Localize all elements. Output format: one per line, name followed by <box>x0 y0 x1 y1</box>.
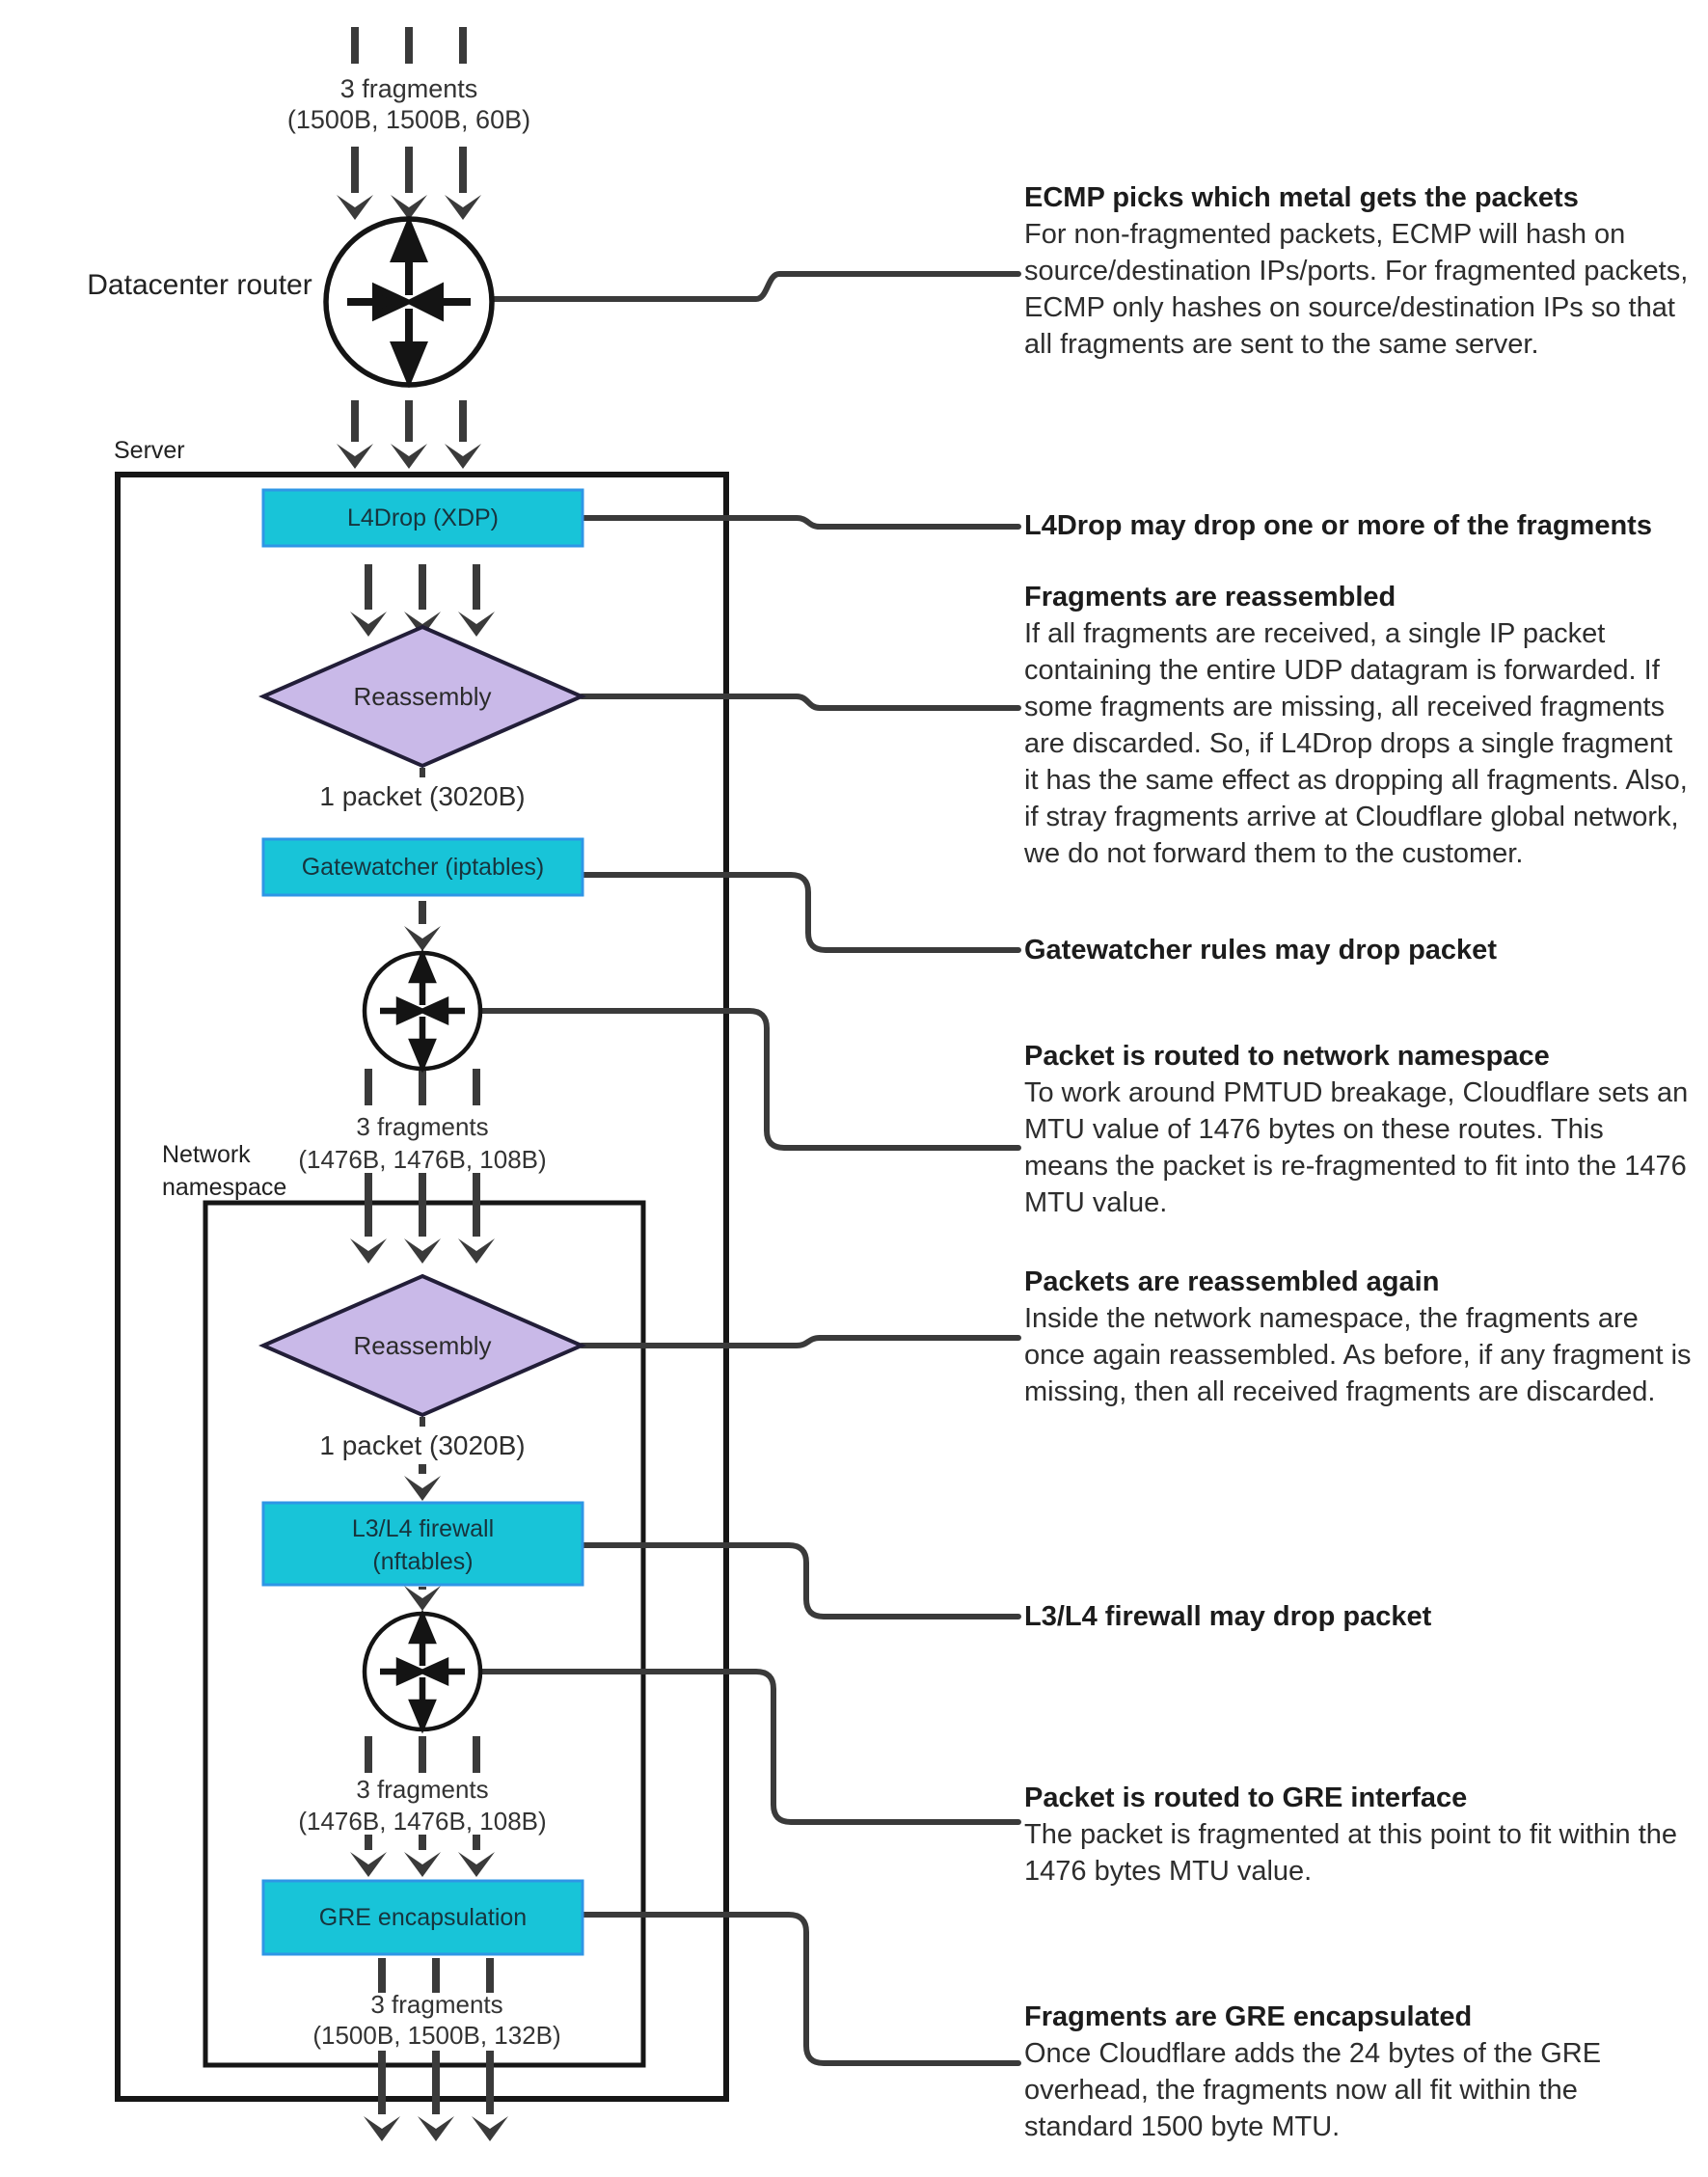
fragments-sizes-mid: (1476B, 1476B, 108B) <box>298 1145 547 1174</box>
annotation-heading: L3/L4 firewall may drop packet <box>1024 1601 1432 1632</box>
arrowhead <box>391 444 427 469</box>
reassembly-2-label: Reassembly <box>353 1331 492 1360</box>
fragments-sizes-top: (1500B, 1500B, 60B) <box>286 105 531 134</box>
firewall-label-line1: L3/L4 firewall <box>351 1515 495 1542</box>
annotation-heading: L4Drop may drop one or more of the fragments <box>1024 510 1652 541</box>
reassembly-1-label: Reassembly <box>353 682 492 711</box>
connector-route-namespace <box>480 1011 1018 1148</box>
annotation-reassembled-again <box>1024 1264 1694 1410</box>
dashes-after-router-3 <box>368 1736 476 1773</box>
annotation-body: If all fragments are received, a single IP packet containing the entire UDP datagram is forwarded. If some fragments are missing, all received fragments are discarded. So, if L4Drop drops a single fragment it has the same effect as dropping all fragments. Also, if stray fragments arrive at Cloudflare global network, we do not forward them to the customer. <box>1024 618 1688 869</box>
namespace-route-router-icon <box>365 953 480 1069</box>
annotation-body: The packet is fragmented at this point to fit within the 1476 bytes MTU value. <box>1024 1819 1678 1887</box>
l4drop-label: L4Drop (XDP) <box>347 504 499 531</box>
firewall-label <box>263 1512 583 1578</box>
arrowhead <box>404 1476 441 1501</box>
annotation-reassembled <box>1024 579 1694 872</box>
gre-route-router-icon <box>365 1614 480 1729</box>
annotation-routed-gre <box>1024 1780 1694 1890</box>
stems-into-router-1 <box>355 147 463 193</box>
annotation-body: To work around PMTUD breakage, Cloudflare sets an MTU value of 1476 bytes on these routes. This means the packet is re-fragmented to fit into the 1476 MTU value. <box>1024 1077 1689 1218</box>
gatewatcher-label: Gatewatcher (iptables) <box>301 854 545 881</box>
annotation-body: Once Cloudflare adds the 24 bytes of the GRE overhead, the fragments now all fit within the standard 1500 byte MTU. <box>1024 2038 1602 2142</box>
annotation-routed-namespace <box>1024 1038 1694 1221</box>
connector-route-gre <box>480 1672 1018 1822</box>
arrowhead <box>404 1238 441 1264</box>
server-label: Server <box>114 437 185 464</box>
arrowhead <box>445 444 481 469</box>
fragments-label-top: 3 fragments <box>339 74 478 103</box>
stems-into-reassembly-1 <box>368 564 476 610</box>
connector-l4drop <box>583 518 1018 527</box>
arrowhead <box>445 195 481 220</box>
fragments-label-mid-2: 3 fragments <box>356 1775 489 1804</box>
fragments-label-mid: 3 fragments <box>356 1112 489 1141</box>
arrowhead <box>404 1852 441 1877</box>
arrowhead <box>350 1238 387 1264</box>
connector-firewall <box>583 1545 1018 1617</box>
connector-reassembly-1 <box>582 696 1018 708</box>
connector-reassembly-2 <box>582 1338 1018 1346</box>
annotation-ecmp <box>1024 179 1694 363</box>
arrowhead <box>458 1238 495 1264</box>
dashes-after-gre <box>382 1958 490 1993</box>
annotation-body: Inside the network namespace, the fragments are once again reassembled. As before, if any fragment is missing, then all received fragments are discarded. <box>1024 1303 1692 1407</box>
packet-label-1: 1 packet (3020B) <box>319 781 526 811</box>
dashes-after-router-2 <box>368 1069 476 1105</box>
connector-ecmp <box>492 274 1018 299</box>
arrowhead <box>418 2116 454 2141</box>
stems-into-server <box>355 400 463 442</box>
annotation-heading: Fragments are reassembled <box>1024 582 1396 612</box>
annotation-heading: Gatewatcher rules may drop packet <box>1024 935 1497 966</box>
annotation-heading: Packets are reassembled again <box>1024 1266 1440 1297</box>
annotation-body: For non-fragmented packets, ECMP will hash on source/destination IPs/ports. For fragmented packets, ECMP only hashes on source/destination IPs so that all fragments are sent to the same server. <box>1024 219 1689 360</box>
connector-gre <box>583 1915 1018 2063</box>
annotation-gre-encapsulated <box>1024 1999 1694 2145</box>
annotation-firewall <box>1024 1598 1694 1635</box>
annotation-heading: ECMP picks which metal gets the packets <box>1024 182 1579 213</box>
annotation-heading: Packet is routed to GRE interface <box>1024 1782 1468 1813</box>
connector-gatewatcher <box>583 875 1018 950</box>
stems-out-bottom <box>382 2051 490 2114</box>
arrowhead <box>337 444 373 469</box>
gre-label: GRE encapsulation <box>318 1904 528 1931</box>
fragments-sizes-bottom: (1500B, 1500B, 132B) <box>312 2021 561 2050</box>
arrowhead <box>350 1852 387 1877</box>
arrowhead <box>337 195 373 220</box>
fragments-sizes-mid-2: (1476B, 1476B, 108B) <box>298 1807 547 1836</box>
arrowhead <box>458 1852 495 1877</box>
fragments-label-bottom: 3 fragments <box>370 1990 503 2019</box>
dashes-top <box>355 27 463 64</box>
arrowhead <box>404 926 441 951</box>
datacenter-router-label: Datacenter router <box>87 269 312 301</box>
arrowhead <box>364 2116 400 2141</box>
network-namespace-label: Network namespace <box>162 1141 287 1201</box>
annotation-heading: Fragments are GRE encapsulated <box>1024 2001 1473 2032</box>
firewall-label-line2: (nftables) <box>372 1548 474 1575</box>
datacenter-router-icon <box>326 219 492 385</box>
packet-label-2: 1 packet (3020B) <box>319 1430 526 1460</box>
annotation-l4drop <box>1024 507 1694 544</box>
annotation-gatewatcher <box>1024 932 1694 968</box>
annotation-heading: Packet is routed to network namespace <box>1024 1041 1550 1072</box>
arrowhead <box>472 2116 508 2141</box>
